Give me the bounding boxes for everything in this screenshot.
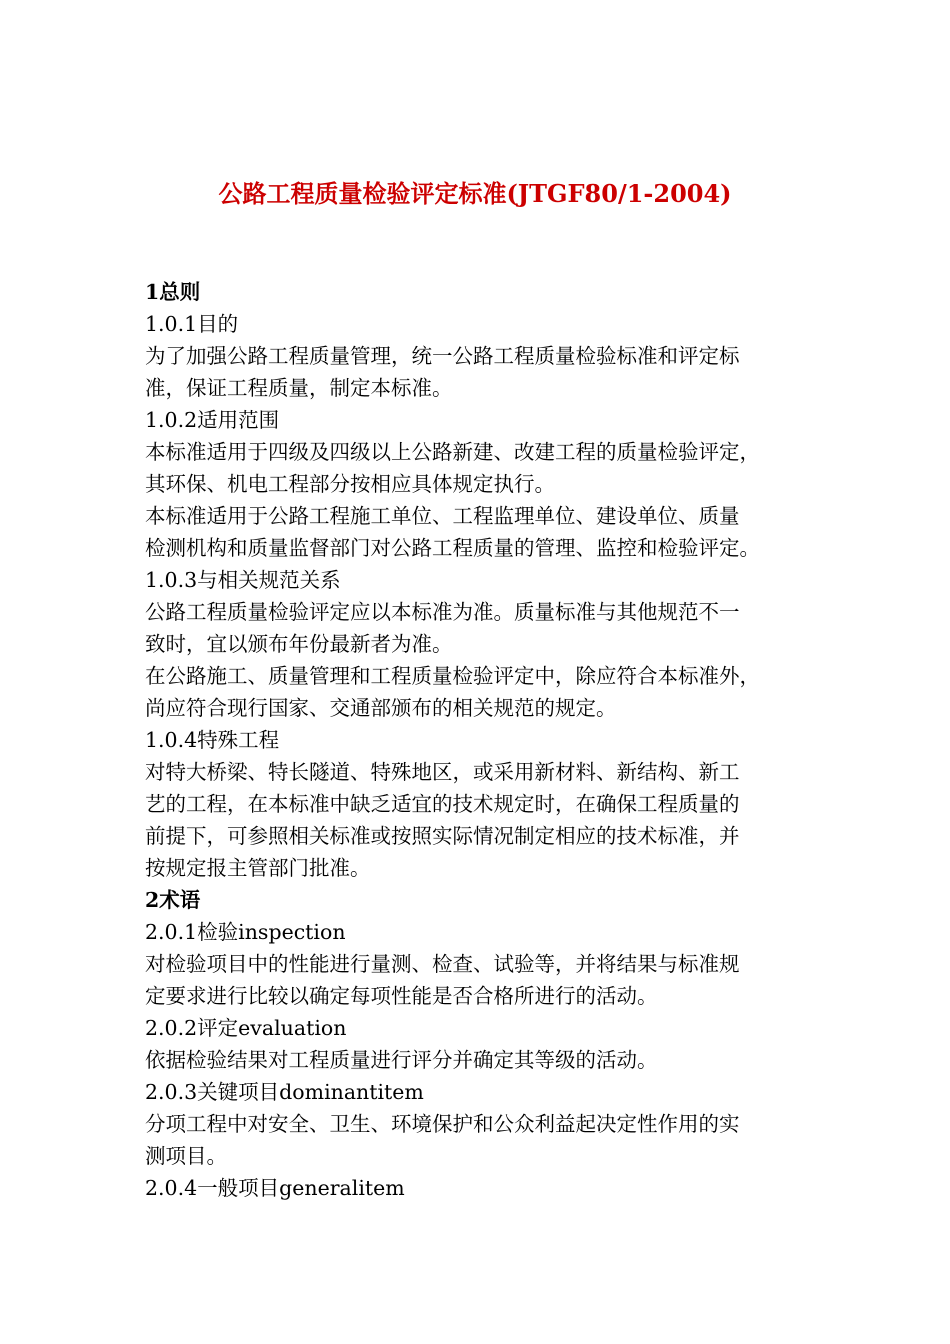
clause-heading: 1.0.1目的 [145, 312, 239, 336]
body-line: 前提下，可参照相关标准或按照实际情况制定相应的技术标准，并 [145, 824, 740, 848]
clause-heading: 2.0.3关键项目dominantitem [145, 1080, 424, 1104]
body-line: 对检验项目中的性能进行量测、检查、试验等，并将结果与标准规 [145, 952, 740, 976]
body-line: 分项工程中对安全、卫生、环境保护和公众利益起决定性作用的实 [145, 1112, 740, 1136]
clause-heading: 1.0.4特殊工程 [145, 728, 280, 752]
body-line: 艺的工程，在本标准中缺乏适宜的技术规定时，在确保工程质量的 [145, 792, 740, 816]
body-line: 准，保证工程质量，制定本标准。 [145, 376, 453, 400]
document-title: 公路工程质量检验评定标准(JTGF80/1-2004) [218, 179, 732, 208]
body-line: 定要求进行比较以确定每项性能是否合格所进行的活动。 [145, 984, 658, 1008]
body-line: 依据检验结果对工程质量进行评分并确定其等级的活动。 [145, 1048, 658, 1072]
section-heading: 1总则 [145, 280, 201, 304]
body-line: 在公路施工、质量管理和工程质量检验评定中，除应符合本标准外， [145, 664, 760, 688]
document-body [145, 276, 815, 1204]
body-line: 测项目。 [145, 1144, 227, 1168]
body-line: 本标准适用于四级及四级以上公路新建、改建工程的质量检验评定， [145, 440, 760, 464]
clause-heading: 2.0.2评定evaluation [145, 1016, 347, 1040]
clause-heading: 1.0.2适用范围 [145, 408, 280, 432]
section-heading: 2术语 [145, 888, 201, 912]
clause-heading: 2.0.1检验inspection [145, 920, 346, 944]
body-line: 对特大桥梁、特长隧道、特殊地区，或采用新材料、新结构、新工 [145, 760, 740, 784]
body-line: 为了加强公路工程质量管理，统一公路工程质量检验标准和评定标 [145, 344, 740, 368]
clause-heading: 2.0.4一般项目generalitem [145, 1176, 405, 1200]
body-line: 其环保、机电工程部分按相应具体规定执行。 [145, 472, 555, 496]
body-line: 按规定报主管部门批准。 [145, 856, 371, 880]
body-line: 致时，宜以颁布年份最新者为准。 [145, 632, 453, 656]
body-line: 本标准适用于公路工程施工单位、工程监理单位、建设单位、质量 [145, 504, 740, 528]
body-line: 检测机构和质量监督部门对公路工程质量的管理、监控和检验评定。 [145, 536, 760, 560]
clause-heading: 1.0.3与相关规范关系 [145, 568, 341, 592]
body-line: 尚应符合现行国家、交通部颁布的相关规范的规定。 [145, 696, 617, 720]
body-line: 公路工程质量检验评定应以本标准为准。质量标准与其他规范不一 [145, 600, 740, 624]
